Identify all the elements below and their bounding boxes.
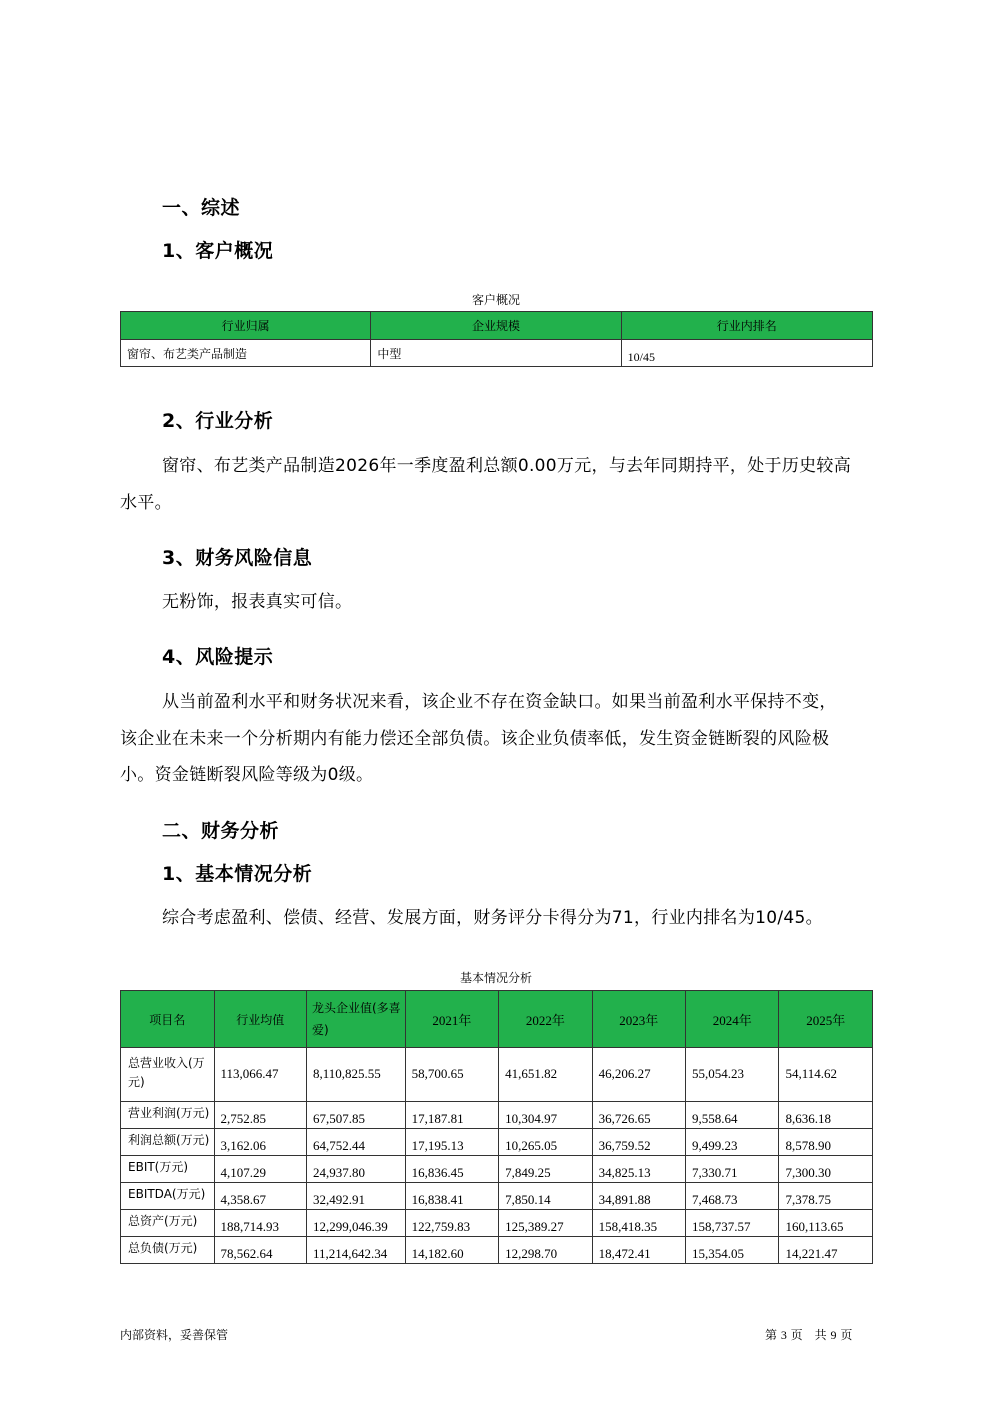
column-header: 2021年 (405, 991, 498, 1048)
table-row (121, 340, 873, 367)
value-cell: 41,651.82 (499, 1048, 592, 1102)
value-cell: 10,265.05 (499, 1129, 592, 1156)
value-cell: 24,937.80 (306, 1156, 405, 1183)
subsection-title-customer: 1、客户概况 (162, 240, 274, 262)
value-cell: 7,300.30 (779, 1156, 873, 1183)
value-cell: 7,849.25 (499, 1156, 592, 1183)
row-label-cell: 营业利润(万元) (121, 1102, 215, 1129)
value-cell: 78,562.64 (214, 1237, 306, 1264)
value-cell: 8,636.18 (779, 1102, 873, 1129)
column-header: 企业规模 (371, 312, 621, 340)
customer-table (120, 311, 873, 367)
value-cell: 2,752.85 (214, 1102, 306, 1129)
column-header: 行业归属 (121, 312, 371, 340)
table-row (121, 1156, 873, 1183)
value-cell: 17,195.13 (405, 1129, 498, 1156)
value-cell: 8,110,825.55 (306, 1048, 405, 1102)
column-header: 行业内排名 (621, 312, 872, 340)
page-suffix: 页 (840, 1328, 853, 1342)
table-row (121, 1129, 873, 1156)
value-cell: 67,507.85 (306, 1102, 405, 1129)
value-cell: 17,187.81 (405, 1102, 498, 1129)
value-cell: 113,066.47 (214, 1048, 306, 1102)
value-cell: 14,221.47 (779, 1237, 873, 1264)
value-cell: 36,759.52 (592, 1129, 685, 1156)
row-label-cell: 总营业收入(万元) (121, 1048, 215, 1102)
table-cell: 10/45 (621, 340, 872, 367)
value-cell: 15,354.05 (686, 1237, 779, 1264)
paragraph-line: 该企业在未来一个分析期内有能力偿还全部负债。该企业负债率低，发生资金链断裂的风险极 (120, 729, 830, 749)
value-cell: 122,759.83 (405, 1210, 498, 1237)
row-label-cell: EBIT(万元) (121, 1156, 215, 1183)
column-header: 2023年 (592, 991, 685, 1048)
value-cell: 7,330.71 (686, 1156, 779, 1183)
column-header: 行业均值 (214, 991, 306, 1048)
table-header-row (121, 312, 873, 340)
table-row (121, 1102, 873, 1129)
column-header: 龙头企业值(多喜爱) (306, 991, 405, 1048)
page-total: 9 (830, 1328, 837, 1342)
section-title-overview: 一、综述 (162, 197, 241, 219)
subsection-title-risk-warning: 4、风险提示 (162, 646, 274, 668)
value-cell: 58,700.65 (405, 1048, 498, 1102)
value-cell: 158,418.35 (592, 1210, 685, 1237)
page-current: 3 (780, 1328, 787, 1342)
column-header: 2022年 (499, 991, 592, 1048)
table-row (121, 1183, 873, 1210)
table-row (121, 1210, 873, 1237)
value-cell: 188,714.93 (214, 1210, 306, 1237)
basic-table-caption: 基本情况分析 (459, 971, 532, 985)
value-cell: 46,206.27 (592, 1048, 685, 1102)
table-cell: 窗帘、布艺类产品制造 (121, 340, 371, 367)
value-cell: 9,499.23 (686, 1129, 779, 1156)
paragraph-line: 窗帘、布艺类产品制造2026年一季度盈利总额0.00万元，与去年同期持平，处于历史较高 (162, 456, 852, 476)
value-cell: 18,472.41 (592, 1237, 685, 1264)
paragraph-line: 小。资金链断裂风险等级为0级。 (120, 765, 374, 785)
subsection-title-basic: 1、基本情况分析 (162, 863, 313, 885)
column-header: 2024年 (686, 991, 779, 1048)
footer-confidential-note: 内部资料，妥善保管 (120, 1328, 229, 1342)
row-label-cell: EBITDA(万元) (121, 1183, 215, 1210)
table-row (121, 1237, 873, 1264)
paragraph-line: 从当前盈利水平和财务状况来看，该企业不存在资金缺口。如果当前盈利水平保持不变， (162, 692, 837, 712)
value-cell: 7,378.75 (779, 1183, 873, 1210)
value-cell: 12,298.70 (499, 1237, 592, 1264)
page-mid: 页 共 (790, 1328, 827, 1342)
row-label-cell: 总资产(万元) (121, 1210, 215, 1237)
row-label-cell: 利润总额(万元) (121, 1129, 215, 1156)
value-cell: 4,107.29 (214, 1156, 306, 1183)
value-cell: 14,182.60 (405, 1237, 498, 1264)
value-cell: 160,113.65 (779, 1210, 873, 1237)
value-cell: 3,162.06 (214, 1129, 306, 1156)
value-cell: 34,825.13 (592, 1156, 685, 1183)
value-cell: 36,726.65 (592, 1102, 685, 1129)
section-title-financial-analysis: 二、财务分析 (162, 820, 280, 842)
value-cell: 16,836.45 (405, 1156, 498, 1183)
value-cell: 11,214,642.34 (306, 1237, 405, 1264)
value-cell: 64,752.44 (306, 1129, 405, 1156)
table-cell: 中型 (371, 340, 621, 367)
column-header: 项目名 (121, 991, 215, 1048)
value-cell: 7,850.14 (499, 1183, 592, 1210)
value-cell: 10,304.97 (499, 1102, 592, 1129)
value-cell: 54,114.62 (779, 1048, 873, 1102)
value-cell: 125,389.27 (499, 1210, 592, 1237)
footer-page-number (765, 1326, 852, 1343)
subsection-title-industry: 2、行业分析 (162, 410, 274, 432)
row-label-cell: 总负债(万元) (121, 1237, 215, 1264)
page-prefix: 第 (765, 1328, 778, 1342)
value-cell: 32,492.91 (306, 1183, 405, 1210)
value-cell: 4,358.67 (214, 1183, 306, 1210)
table-header-row (121, 991, 873, 1048)
table-row (121, 1048, 873, 1102)
value-cell: 55,054.23 (686, 1048, 779, 1102)
column-header: 2025年 (779, 991, 873, 1048)
paragraph-line: 综合考虑盈利、偿债、经营、发展方面，财务评分卡得分为71，行业内排名为10/45。 (162, 908, 823, 928)
basic-analysis-table (120, 990, 873, 1264)
paragraph-line: 水平。 (120, 493, 172, 513)
value-cell: 158,737.57 (686, 1210, 779, 1237)
value-cell: 34,891.88 (592, 1183, 685, 1210)
value-cell: 12,299,046.39 (306, 1210, 405, 1237)
value-cell: 9,558.64 (686, 1102, 779, 1129)
value-cell: 16,838.41 (405, 1183, 498, 1210)
value-cell: 8,578.90 (779, 1129, 873, 1156)
subsection-title-financial-risk: 3、财务风险信息 (162, 547, 313, 569)
paragraph-line: 无粉饰，报表真实可信。 (162, 592, 353, 612)
customer-table-caption: 客户概况 (471, 293, 520, 307)
value-cell: 7,468.73 (686, 1183, 779, 1210)
